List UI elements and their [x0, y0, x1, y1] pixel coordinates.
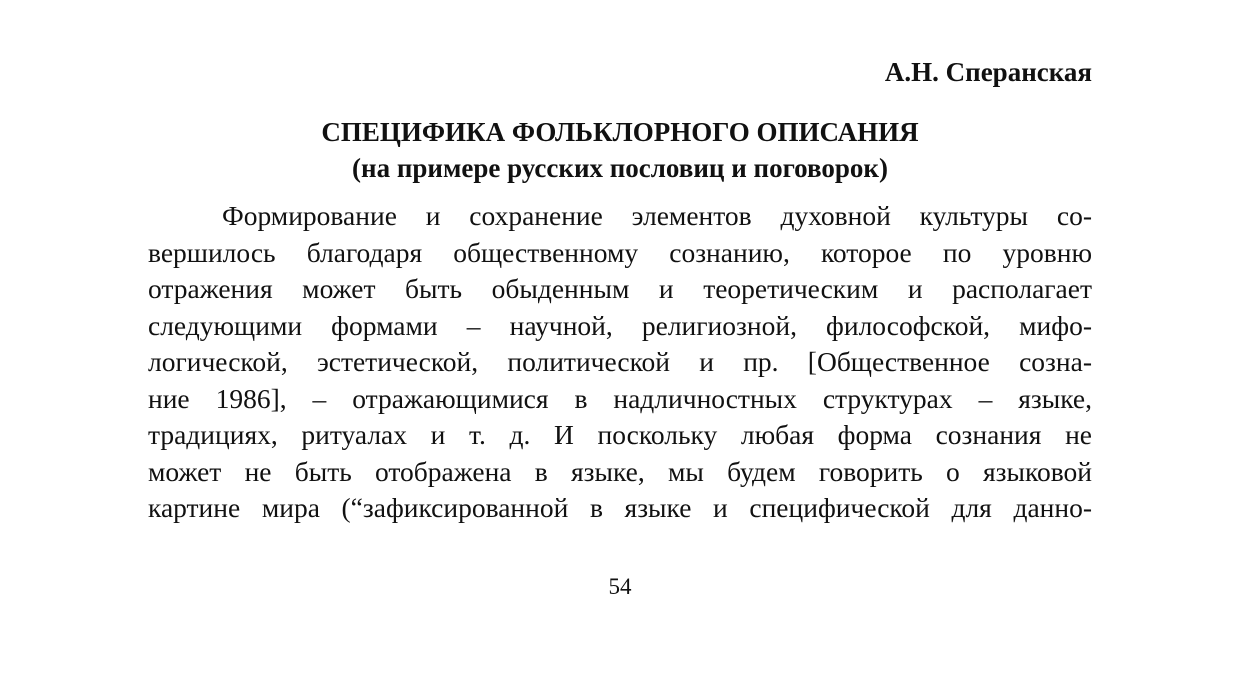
body-line: логической, эстетической, политической и пр. [Общественное созна- [148, 346, 1092, 377]
page-number: 54 [608, 574, 632, 599]
title-subtitle-line: (на примере русских пословиц и поговорок) [352, 153, 888, 183]
author-name: А.Н. Сперанская [884, 57, 1092, 87]
body-paragraph [148, 198, 1092, 527]
body-line: следующими формами – научной, религиозной, философской, мифо- [148, 309, 1092, 341]
body-line: отражения может быть обыденным и теоретическим и располагает [148, 273, 1092, 304]
body-line: может не быть отображена в языке, мы будем говорить о языковой [148, 455, 1092, 487]
body-line: традициях, ритуалах и т. д. И поскольку любая форма сознания не [148, 419, 1092, 450]
body-line: вершилось благодаря общественному сознанию, которое по уровню [148, 236, 1092, 268]
title-main-line: СПЕЦИФИКА ФОЛЬКЛОРНОГО ОПИСАНИЯ [321, 117, 919, 147]
article-title [148, 114, 1092, 186]
body-line: Формирование и сохранение элементов духовной культуры со- [222, 200, 1092, 231]
body-line: картине мира (“зафиксированной в языке и специфической для данно- [148, 492, 1092, 523]
body-line: ние 1986], – отражающимися в надличностных структурах – языке, [148, 382, 1092, 414]
